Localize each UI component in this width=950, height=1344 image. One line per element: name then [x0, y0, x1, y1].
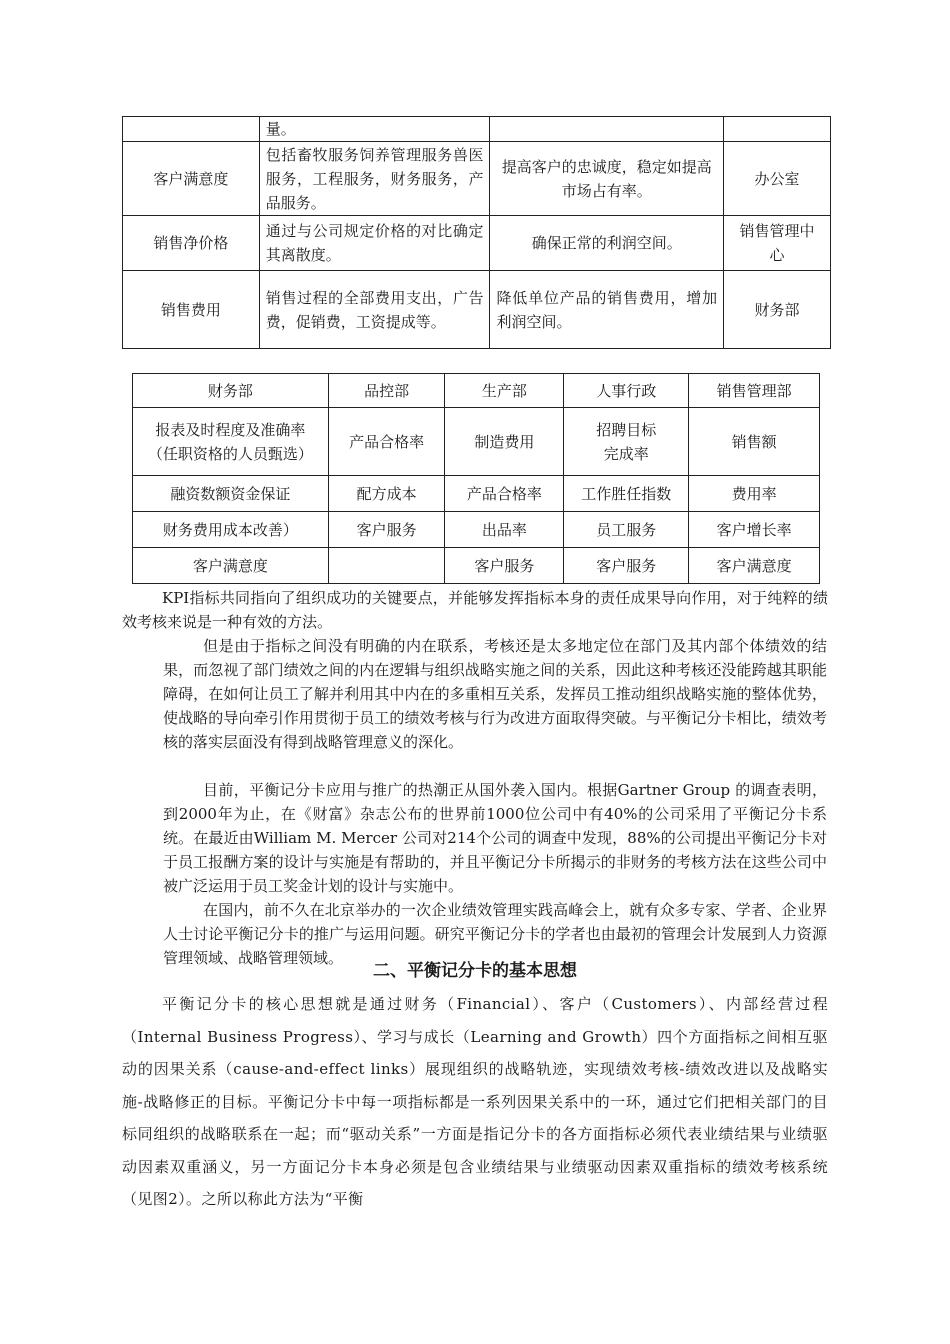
indicator-name-cell: 销售净价格	[123, 216, 260, 271]
table-row	[133, 512, 820, 548]
column-header: 财务部	[133, 374, 329, 408]
column-header: 生产部	[445, 374, 564, 408]
table-cell: 融资数额资金保证	[133, 476, 329, 512]
indicator-name-cell: 销售费用	[123, 271, 260, 349]
table-cell: 客户增长率	[689, 512, 820, 548]
paragraph-domestic: 在国内，前不久在北京举办的一次企业绩效管理实践高峰会上，就有众多专家、学者、企业界人士讨论平衡记分卡的推广与运用问题。研究平衡记分卡的学者也由最初的管理会计发展到人力资源管理领域、战略管理领域。	[163, 901, 827, 967]
table-cell: 客户服务	[564, 548, 689, 584]
table-cell: 配方成本	[328, 476, 445, 512]
indicator-name-cell: 客户满意度	[123, 142, 260, 216]
indicator-dept-cell	[724, 117, 831, 142]
table-row	[133, 408, 820, 476]
column-header: 人事行政	[564, 374, 689, 408]
indicator-goal-cell: 提高客户的忠诚度，稳定如提高市场占有率。	[490, 142, 724, 216]
paragraph-kpi: KPI指标共同指向了组织成功的关键要点，并能够发挥指标本身的责任成果导向作用，对于纯粹的绩效考核来说是一种有效的方法。	[122, 589, 828, 631]
indicator-desc-cell: 销售过程的全部费用支出，广告费，促销费，工资提成等。	[259, 271, 490, 349]
paragraph-core-idea: 平衡记分卡的核心思想就是通过财务（Financial）、客户（Customers）、内部经营过程（Internal Business Progress）、学习与成长（Learning and Growth）四个方面指标之间相互驱动的因果关系（cause-and-effect links）展现组织的战略轨迹，实现绩效考核-绩效改进以及战略实施-战略修正的目标。平衡记分卡中每一项指标都是一系列因果关系中的一环，通过它们把相关部门的目标同组织的战略联系在一起；而“驱动关系”一方面是指记分卡的各方面指标必须代表业绩结果与业绩驱动因素双重涵义，另一方面记分卡本身必须是包含业绩结果与业绩驱动因素双重指标的绩效考核系统（见图2）。之所以称此方法为“平衡	[122, 995, 828, 1208]
indicator-goal-cell	[490, 117, 724, 142]
table-row	[123, 271, 831, 349]
indicator-dept-cell: 销售管理中心	[724, 216, 831, 271]
table-row	[123, 142, 831, 216]
indicator-goal-cell: 确保正常的利润空间。	[490, 216, 724, 271]
table-row	[133, 476, 820, 512]
table-cell: 客户满意度	[133, 548, 329, 584]
department-kpi-table	[132, 373, 820, 584]
table-cell: 客户服务	[328, 512, 445, 548]
table-row	[133, 548, 820, 584]
table-cell: 制造费用	[445, 408, 564, 476]
table-cell: 工作胜任指数	[564, 476, 689, 512]
indicator-name-cell	[123, 117, 260, 142]
column-header: 销售管理部	[689, 374, 820, 408]
table-header-row	[133, 374, 820, 408]
indicator-goal-cell: 降低单位产品的销售费用，增加利润空间。	[490, 271, 724, 349]
table-row	[123, 117, 831, 142]
table-cell: 客户满意度	[689, 548, 820, 584]
indicator-desc-cell: 通过与公司规定价格的对比确定其离散度。	[259, 216, 490, 271]
paragraph-limitations: 但是由于指标之间没有明确的内在联系，考核还是太多地定位在部门及其内部个体绩效的结果，而忽视了部门绩效之间的内在逻辑与组织战略实施之间的关系，因此这种考核还没能跨越其职能障碍，在如何让员工了解并利用其中内在的多重相互关系，发挥员工推动组织战略实施的整体优势，使战略的导向牵引作用贯彻于员工的绩效考核与行为改进方面取得突破。与平衡记分卡相比，绩效考核的落实层面没有得到战略管理意义的深化。	[163, 637, 827, 751]
table-cell	[328, 548, 445, 584]
table-cell: 报表及时程度及准确率（任职资格的人员甄选）	[133, 408, 329, 476]
table-cell: 财务费用成本改善）	[133, 512, 329, 548]
table-cell: 产品合格率	[445, 476, 564, 512]
paragraph-adoption: 目前，平衡记分卡应用与推广的热潮正从国外袭入国内。根据Gartner Group 的调查表明，到2000年为止，在《财富》杂志公布的世界前1000位公司中有40%的公司采用了平衡记分卡系统。在最近由William M. Mercer 公司对214个公司的调查中发现，88%的公司提出平衡记分卡对于员工报酬方案的设计与实施是有帮助的，并且平衡记分卡所揭示的非财务的考核方法在这些公司中被广泛运用于员工奖金计划的设计与实施中。	[163, 781, 827, 895]
table-cell: 费用率	[689, 476, 820, 512]
table-row	[123, 216, 831, 271]
indicator-desc-cell: 量。	[259, 117, 490, 142]
section-heading: 二、平衡记分卡的基本思想	[373, 961, 577, 981]
table-cell: 招聘目标完成率	[564, 408, 689, 476]
column-header: 品控部	[328, 374, 445, 408]
indicator-table	[122, 116, 831, 349]
table-cell: 员工服务	[564, 512, 689, 548]
table-cell: 客户服务	[445, 548, 564, 584]
indicator-desc-cell: 包括畜牧服务饲养管理服务兽医服务，工程服务，财务服务，产品服务。	[259, 142, 490, 216]
indicator-dept-cell: 办公室	[724, 142, 831, 216]
table-cell: 产品合格率	[328, 408, 445, 476]
table-cell: 销售额	[689, 408, 820, 476]
table-cell: 出品率	[445, 512, 564, 548]
indicator-dept-cell: 财务部	[724, 271, 831, 349]
